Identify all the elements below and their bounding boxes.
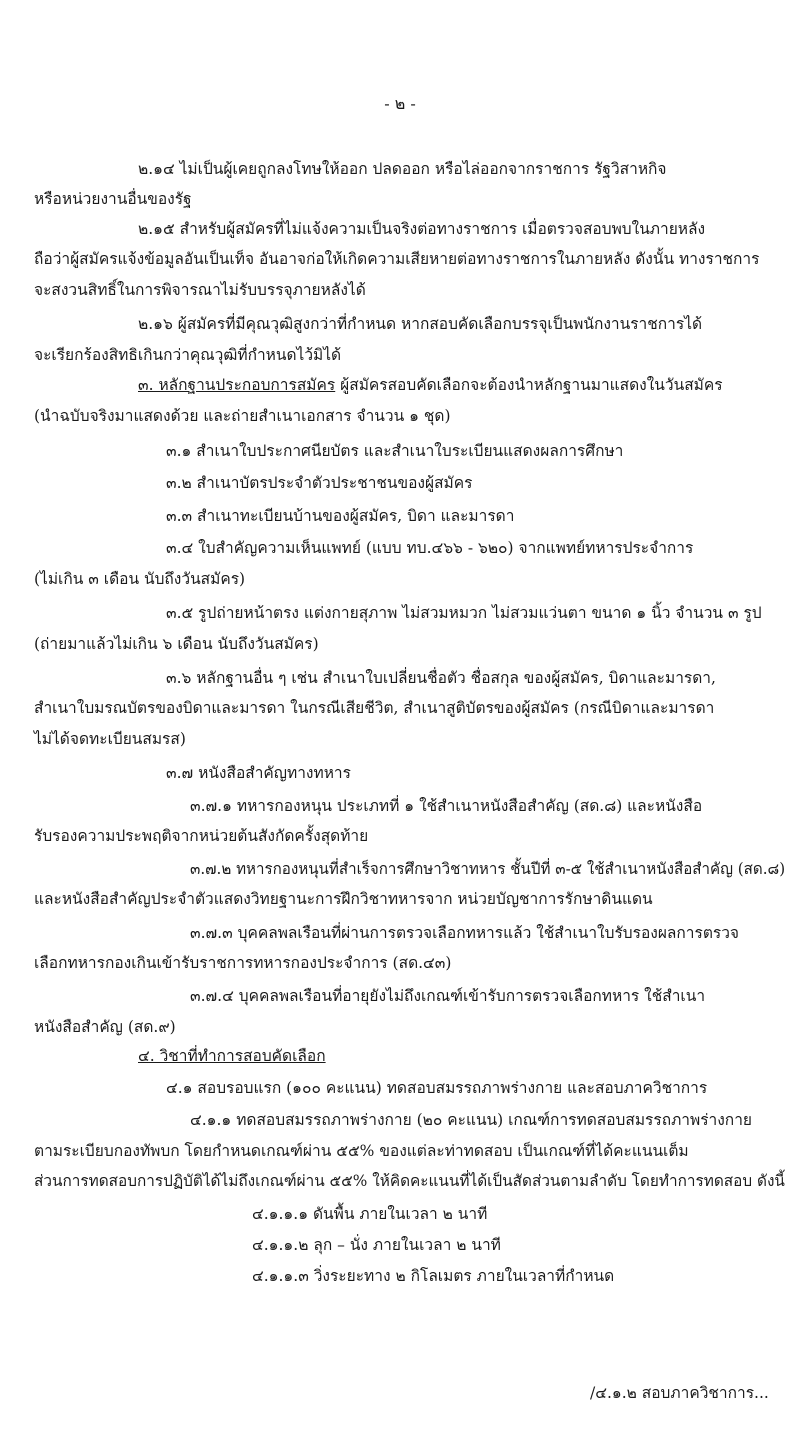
text-line: ๒.๑๖ ผู้สมัครที่มีคุณวุฒิสูงกว่าที่กำหนด หากสอบคัดเลือกบรรจุเป็นพนักงานราชการได้	[138, 315, 703, 333]
text-line: ตามระเบียบกองทัพบก โดยกำหนดเกณฑ์ผ่าน ๕๕% ของแต่ละท่าทดสอบ เป็นเกณฑ์ที่ได้คะแนนเต็ม	[34, 1142, 689, 1160]
text-line: รับรองความประพฤติจากหน่วยต้นสังกัดครั้งสุดท้าย	[34, 827, 369, 845]
text-line: จะเรียกร้องสิทธิเกินกว่าคุณวุฒิที่กำหนดไว้มิได้	[34, 346, 342, 364]
text-line: ๓.๔ ใบสำคัญความเห็นแพทย์ (แบบ ทบ.๔๖๖ - ๖๒๐) จากแพทย์ทหารประจำการ	[166, 539, 694, 557]
text-line: และหนังสือสำคัญประจำตัวแสดงวิทยฐานะการฝึกวิชาทหารจาก หน่วยบัญชาการรักษาดินแดน	[34, 890, 653, 908]
section-heading: ๔. วิชาที่ทำการสอบคัดเลือก	[138, 1047, 326, 1065]
text-line: ๓.๗ หนังสือสำคัญทางทหาร	[166, 764, 351, 782]
section-text: ผู้สมัครสอบคัดเลือกจะต้องนำหลักฐานมาแสดงในวันสมัคร	[335, 376, 723, 394]
text-line: ๓.๗.๒ ทหารกองหนุนที่สำเร็จการศึกษาวิชาทหาร ชั้นปีที่ ๓-๕ ใช้สำเนาหนังสือสำคัญ (สด.๘)	[190, 860, 786, 878]
text-line: ๓.๗.๑ ทหารกองหนุน ประเภทที่ ๑ ใช้สำเนาหนังสือสำคัญ (สด.๘) และหนังสือ	[190, 797, 703, 815]
text-line: ๔.๑ สอบรอบแรก (๑๐๐ คะแนน) ทดสอบสมรรถภาพร่างกาย และสอบภาควิชาการ	[166, 1079, 708, 1097]
continuation-note: /๔.๑.๒ สอบภาควิชาการ...	[590, 1384, 769, 1402]
text-line: ๓.๖ หลักฐานอื่น ๆ เช่น สำเนาใบเปลี่ยนชื่อตัว ชื่อสกุล ของผู้สมัคร, บิดาและมารดา,	[166, 669, 716, 687]
text-line: หนังสือสำคัญ (สด.๙)	[34, 1018, 176, 1036]
section-4-line	[138, 1045, 326, 1067]
page-number: - ๒ -	[384, 94, 416, 113]
text-line: ๓.๕ รูปถ่ายหน้าตรง แต่งกายสุภาพ ไม่สวมหมวก ไม่สวมแว่นตา ขนาด ๑ นิ้ว จำนวน ๓ รูป	[166, 604, 762, 622]
text-line: (ถ่ายมาแล้วไม่เกิน ๖ เดือน นับถึงวันสมัคร)	[34, 635, 319, 653]
text-line: ๓.๗.๔ บุคคลพลเรือนที่อายุยังไม่ถึงเกณฑ์เข้ารับการตรวจเลือกทหาร ใช้สำเนา	[190, 987, 706, 1005]
text-line: ๓.๑ สำเนาใบประกาศนียบัตร และสำเนาใบระเบียนแสดงผลการศึกษา	[166, 442, 624, 460]
text-line: ๔.๑.๑.๓ วิ่งระยะทาง ๒ กิโลเมตร ภายในเวลาที่กำหนด	[252, 1267, 615, 1285]
text-line: ๓.๓ สำเนาทะเบียนบ้านของผู้สมัคร, บิดา และมารดา	[166, 507, 515, 525]
text-line: ส่วนการทดสอบการปฏิบัติได้ไม่ถึงเกณฑ์ผ่าน ๕๕% ให้คิดคะแนนที่ได้เป็นสัดส่วนตามลำดับ โดยทำการทดสอบ ดังนี้	[34, 1172, 785, 1190]
text-line: ถือว่าผู้สมัครแจ้งข้อมูลอันเป็นเท็จ อันอาจก่อให้เกิดความเสียหายต่อทางราชการในภายหลัง ดังนั้น ทางราชการ	[34, 250, 760, 268]
text-line: (ไม่เกิน ๓ เดือน นับถึงวันสมัคร)	[34, 570, 246, 588]
text-line: (นำฉบับจริงมาแสดงด้วย และถ่ายสำเนาเอกสาร จำนวน ๑ ชุด)	[34, 407, 451, 425]
text-line: ๔.๑.๑ ทดสอบสมรรถภาพร่างกาย (๒๐ คะแนน) เกณฑ์การทดสอบสมรรถภาพร่างกาย	[190, 1111, 752, 1129]
section-3-line	[138, 374, 723, 396]
text-line: หรือหน่วยงานอื่นของรัฐ	[34, 190, 192, 208]
section-heading: ๓. หลักฐานประกอบการสมัคร	[138, 376, 336, 394]
text-line: ๒.๑๔ ไม่เป็นผู้เคยถูกลงโทษให้ออก ปลดออก หรือไล่ออกจากราชการ รัฐวิสาหกิจ	[138, 160, 667, 178]
text-line: ๔.๑.๑.๑ ดันพื้น ภายในเวลา ๒ นาที	[252, 1205, 488, 1223]
text-line: ๒.๑๕ สำหรับผู้สมัครที่ไม่แจ้งความเป็นจริงต่อทางราชการ เมื่อตรวจสอบพบในภายหลัง	[138, 220, 706, 238]
text-line: ๔.๑.๑.๒ ลุก – นั่ง ภายในเวลา ๒ นาที	[252, 1236, 501, 1254]
text-line: จะสงวนสิทธิ์ในการพิจารณาไม่รับบรรจุภายหลังได้	[34, 281, 366, 299]
text-line: ไม่ได้จดทะเบียนสมรส)	[34, 730, 186, 748]
text-line: ๓.๒ สำเนาบัตรประจำตัวประชาชนของผู้สมัคร	[166, 474, 473, 492]
text-line: เลือกทหารกองเกินเข้ารับราชการทหารกองประจำการ (สด.๔๓)	[34, 954, 452, 972]
text-line: ๓.๗.๓ บุคคลพลเรือนที่ผ่านการตรวจเลือกทหารแล้ว ใช้สำเนาใบรับรองผลการตรวจ	[190, 924, 740, 942]
text-line: สำเนาใบมรณบัตรของบิดาและมารดา ในกรณีเสียชีวิต, สำเนาสูติบัตรของผู้สมัคร (กรณีบิดาและมารดา	[34, 699, 715, 717]
